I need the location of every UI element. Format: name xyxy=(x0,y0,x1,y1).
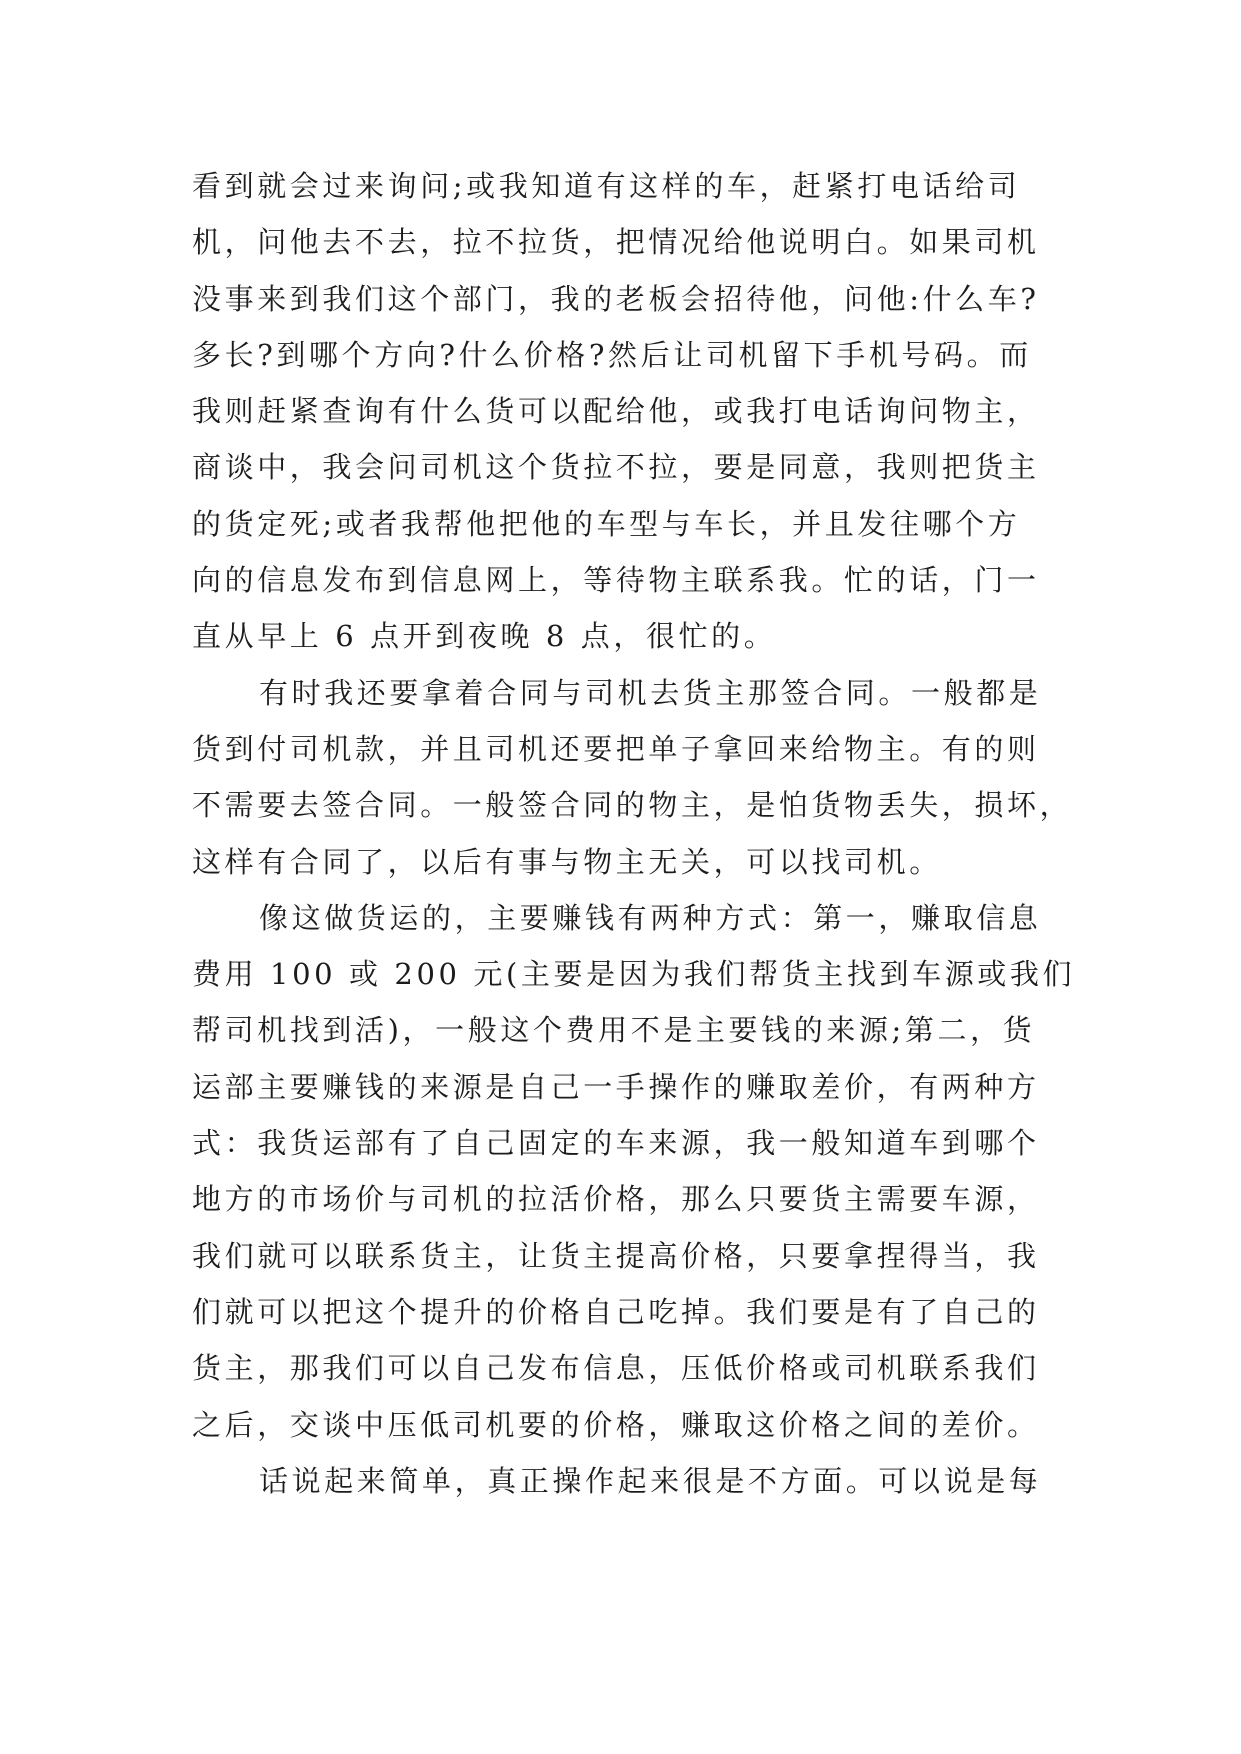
text-line: 们就可以把这个提升的价格自己吃掉。我们要是有了自己的 xyxy=(192,1294,1040,1329)
text-line: 看到就会过来询问;或我知道有这样的车，赶紧打电话给司 xyxy=(192,169,1021,203)
text-line: 像这做货运的，主要赚钱有两种方式：第一，赚取信息 xyxy=(259,900,1042,935)
text-line: 我则赶紧查询有什么货可以配给他，或我打电话询问物主， xyxy=(192,394,1040,429)
text-line: 向的信息发布到信息网上，等待物主联系我。忙的话，门一 xyxy=(192,563,1040,598)
text-line: 有时我还要拿着合同与司机去货主那签合同。一般都是 xyxy=(259,675,1042,710)
text-line: 我们就可以联系货主，让货主提高价格，只要拿捏得当，我 xyxy=(192,1238,1040,1273)
document-body xyxy=(192,158,1076,1509)
text-line: 运部主要赚钱的来源是自己一手操作的赚取差价，有两种方 xyxy=(192,1069,1040,1104)
text-line: 直从早上 6 点开到夜晚 8 点，很忙的。 xyxy=(192,619,777,654)
text-line: 没事来到我们这个部门，我的老板会招待他，问他:什么车? xyxy=(192,281,1040,316)
text-line: 费用 100 或 200 元(主要是因为我们帮货主找到车源或我们 xyxy=(192,957,1076,992)
text-line: 地方的市场价与司机的拉活价格，那么只要货主需要车源， xyxy=(192,1182,1040,1217)
text-line: 之后，交谈中压低司机要的价格，赚取这价格之间的差价。 xyxy=(192,1407,1040,1442)
text-line: 的货定死;或者我帮他把他的车型与车长，并且发往哪个方 xyxy=(192,506,1021,541)
text-line: 帮司机找到活)，一般这个费用不是主要钱的来源;第二，货 xyxy=(192,1013,1036,1048)
text-line: 这样有合同了，以后有事与物主无关，可以找司机。 xyxy=(192,844,942,879)
text-line: 式：我货运部有了自己固定的车来源，我一般知道车到哪个 xyxy=(192,1126,1040,1161)
text-line: 机，问他去不去，拉不拉货，把情况给他说明白。如果司机 xyxy=(192,225,1040,260)
text-line: 货主，那我们可以自己发布信息，压低价格或司机联系我们 xyxy=(192,1351,1040,1386)
text-line: 货到付司机款，并且司机还要把单子拿回来给物主。有的则 xyxy=(192,731,1040,766)
text-line: 多长?到哪个方向?什么价格?然后让司机留下手机号码。而 xyxy=(192,337,1032,372)
text-line: 话说起来简单，真正操作起来很是不方面。可以说是每 xyxy=(259,1463,1042,1498)
text-line: 商谈中，我会问司机这个货拉不拉，要是同意，我则把货主 xyxy=(192,450,1040,485)
text-line: 不需要去签合同。一般签合同的物主，是怕货物丢失，损坏， xyxy=(192,788,1073,823)
